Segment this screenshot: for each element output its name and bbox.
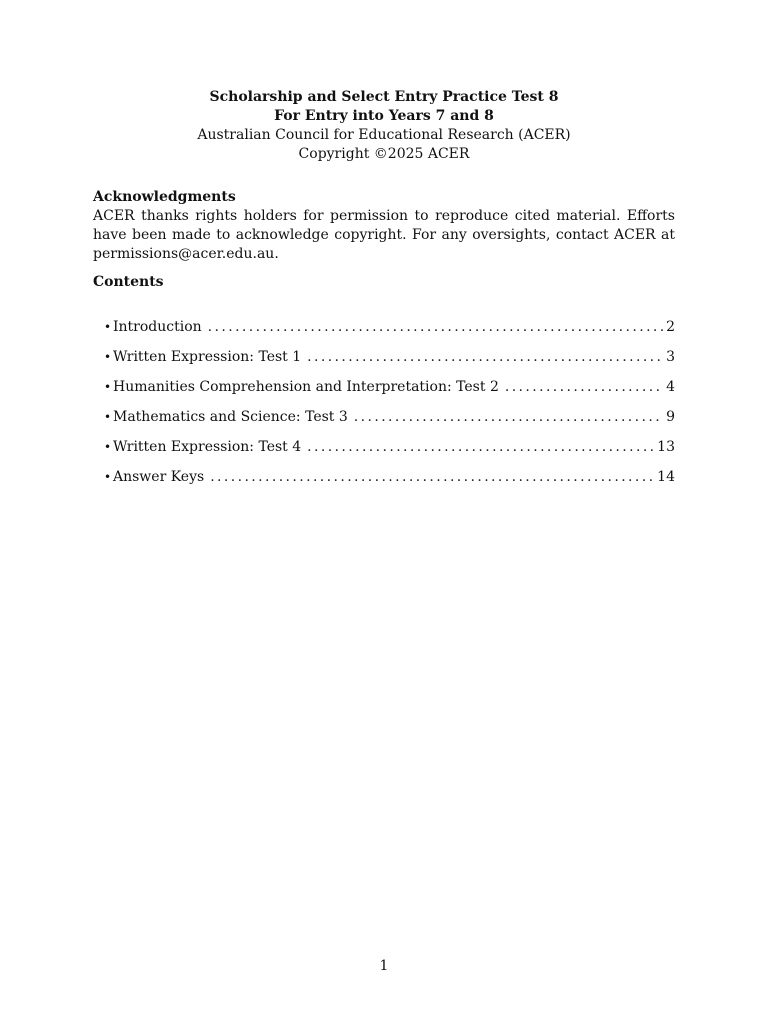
toc-item-humanities-test-2[interactable] (104, 378, 675, 408)
toc-item-page: 2 (666, 319, 675, 335)
bullet-icon: • (104, 380, 112, 394)
acknowledgments-section (93, 188, 675, 264)
dot-leader (208, 318, 663, 337)
toc-item-label: Humanities Comprehension and Interpretation: Test 2 (113, 379, 499, 395)
toc-item-label: Written Expression: Test 1 (113, 349, 302, 365)
toc-item-written-expression-test-1[interactable] (104, 348, 675, 378)
table-of-contents (104, 318, 675, 498)
toc-item-page: 14 (657, 469, 675, 485)
dot-leader (210, 468, 654, 487)
dot-leader (307, 438, 654, 457)
bullet-icon: • (104, 470, 112, 484)
toc-item-page: 3 (666, 349, 675, 365)
dot-leader (354, 408, 663, 427)
dot-leader (505, 378, 663, 397)
contents-section (93, 273, 675, 292)
bullet-icon: • (104, 350, 112, 364)
toc-item-page: 4 (666, 379, 675, 395)
document-title: Scholarship and Select Entry Practice Test 8 (209, 89, 559, 105)
title-block (0, 88, 768, 164)
toc-item-answer-keys[interactable] (104, 468, 675, 498)
organization-name: Australian Council for Educational Research (ACER) (197, 127, 571, 143)
toc-item-page: 13 (657, 439, 675, 455)
toc-item-label: Mathematics and Science: Test 3 (113, 409, 348, 425)
copyright-notice: Copyright ©2025 ACER (298, 146, 470, 162)
bullet-icon: • (104, 410, 112, 424)
dot-leader (307, 348, 663, 367)
toc-item-written-expression-test-4[interactable] (104, 438, 675, 468)
page-number: 1 (379, 958, 389, 974)
toc-item-introduction[interactable] (104, 318, 675, 348)
bullet-icon: • (104, 440, 112, 454)
contents-heading: Contents (93, 274, 164, 290)
toc-item-mathematics-science-test-3[interactable] (104, 408, 675, 438)
toc-item-label: Answer Keys (113, 469, 205, 485)
toc-item-page: 9 (666, 409, 675, 425)
document-subtitle: For Entry into Years 7 and 8 (274, 108, 494, 124)
acknowledgments-heading: Acknowledgments (93, 189, 236, 205)
toc-item-label: Written Expression: Test 4 (113, 439, 302, 455)
acknowledgments-text: ACER thanks rights holders for permission to reproduce cited material. Efforts have been made to acknowledge copyright. For any oversights, contact ACER at permissions@acer.edu.au. (93, 208, 675, 262)
bullet-icon: • (104, 320, 112, 334)
toc-item-label: Introduction (113, 319, 202, 335)
